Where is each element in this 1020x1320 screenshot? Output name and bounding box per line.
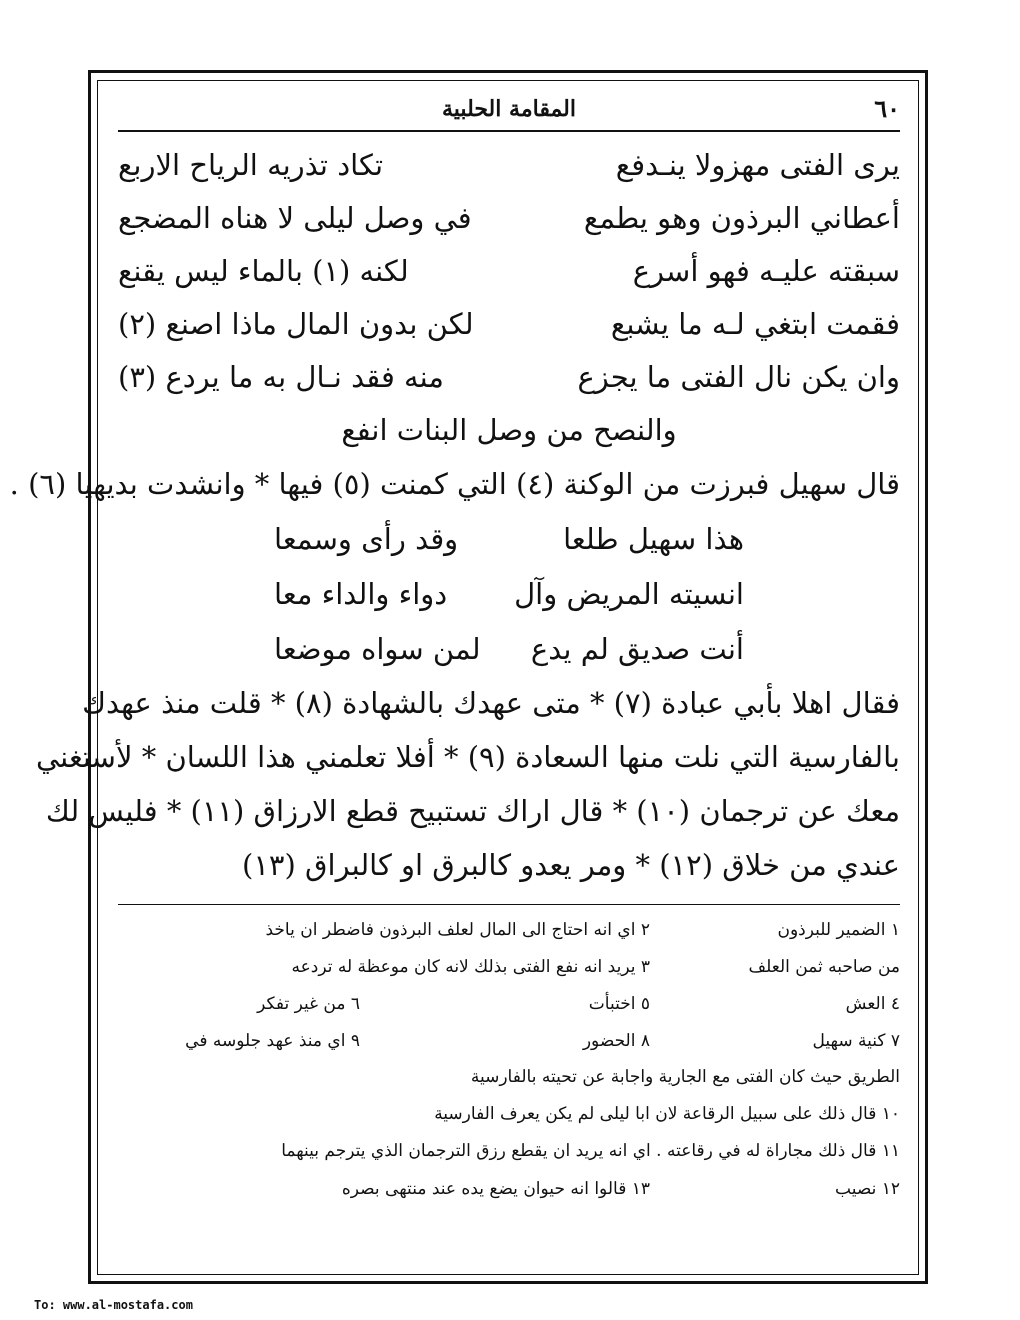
- hemistich-second: تكاد تذريه الرياح الاربع: [118, 147, 384, 182]
- footnote: ١ الضمير للبرذون: [777, 919, 900, 940]
- hemistich-second: لكن بدون المال ماذا اصنع (٢): [118, 306, 474, 341]
- page-number: ٦٠: [874, 94, 900, 123]
- footnote-row: [118, 911, 900, 948]
- prose-line: عندي من خلاق (١٢) * ومر يعدو كالبرق او كالبراق (١٣): [242, 848, 900, 882]
- footnote: من صاحبه ثمن العلف: [748, 956, 900, 977]
- footnote-divider: [118, 904, 900, 905]
- hemistich-first: فقمت ابتغي لـه ما يشبع: [610, 306, 900, 341]
- footnote: ١٣ قالوا انه حيوان يضع يده عند منتهى بصره: [341, 1178, 650, 1199]
- poem-verse: [118, 350, 900, 403]
- page-title: المقامة الحلبية: [442, 96, 576, 122]
- footnote: ٣ يريد انه نفع الفتى بذلك لانه كان موعظة له تردعه: [291, 956, 650, 977]
- poem-verse: [118, 191, 900, 244]
- footnote: ٥ اختبأت: [588, 993, 650, 1014]
- footnote: ١٠ قال ذلك على سبيل الرقاعة لان ابا ليلى لم يكن يعرف الفارسية: [434, 1104, 900, 1124]
- hemistich-second: وقد رأى وسمعا: [274, 521, 459, 556]
- hemistich-first: انسيته المريض وآل: [514, 576, 744, 611]
- footnote: ٧ كنية سهيل: [812, 1030, 900, 1051]
- poem-verse: [274, 566, 744, 621]
- hemistich-second: لمن سواه موضعا: [274, 631, 481, 666]
- footnotes: [118, 911, 900, 1207]
- hemistich-second: دواء والداء معا: [274, 576, 448, 611]
- poem-verse: [118, 297, 900, 350]
- footnote-row: [118, 1170, 900, 1207]
- footnote-row: [118, 985, 900, 1022]
- short-poem: [274, 511, 744, 676]
- page-header: [118, 90, 900, 132]
- footnote-row: [118, 1022, 900, 1059]
- hemistich-first: يرى الفتى مهزولا ينـدفع: [615, 147, 900, 182]
- poem: [118, 138, 900, 457]
- hemistich-second: لكنه (١) بالماء ليس يقنع: [118, 253, 409, 288]
- hemistich-first: سبقته عليـه فهو أسرع: [632, 253, 900, 288]
- footnote: ٦ من غير تفكر: [257, 993, 360, 1014]
- footnote: ١١ قال ذلك مجاراة له في رقاعته . اي انه يريد ان يقطع رزق الترجمان الذي يترجم بينهما: [281, 1141, 900, 1161]
- prose-line: فقال اهلا بأبي عبادة (٧) * متى عهدك بالشهادة (٨) * قلت منذ عهدك: [82, 686, 900, 720]
- footnote: الطريق حيث كان الفتى مع الجارية واجابة عن تحيته بالفارسية: [470, 1067, 900, 1087]
- footnote: ٤ العش: [845, 993, 900, 1014]
- hemistich-first: وان يكن نال الفتى ما يجزع: [577, 359, 900, 394]
- hemistich-second: منه فقد نـال به ما يردع (٣): [118, 359, 444, 394]
- footnote: ٨ الحضور: [582, 1030, 650, 1051]
- hemistich-first: أنت صديق لم يدع: [530, 631, 744, 666]
- footnote-row: [118, 948, 900, 985]
- prose-line: معك عن ترجمان (١٠) * قال اراك تستبيح قطع الارزاق (١١) * فليس لك: [45, 794, 900, 828]
- footnote: ١٢ نصيب: [835, 1178, 900, 1199]
- prose-line: بالفارسية التي نلت منها السعادة (٩) * أفلا تعلمني هذا اللسان * لأستغني: [36, 740, 900, 774]
- source-footer: To: www.al-mostafa.com: [34, 1298, 193, 1312]
- poem-verse: [118, 138, 900, 191]
- prose-line: قال سهيل فبرزت من الوكنة (٤) التي كمنت (٥) فيها * وانشدت بديهيا (٦) .: [9, 467, 900, 501]
- footnote: ٩ اي منذ عهد جلوسه في: [185, 1030, 360, 1051]
- poem-verse: [118, 244, 900, 297]
- hemistich-first: هذا سهيل طلعا: [563, 521, 744, 556]
- hemistich-first: أعطاني البرذون وهو يطمع: [583, 200, 900, 235]
- poem-verse: [274, 621, 744, 676]
- page-content: [9, 90, 900, 1265]
- poem-verse: [274, 511, 744, 566]
- footnote: ٢ اي انه احتاج الى المال لعلف البرذون فاضطر ان ياخذ: [265, 919, 650, 940]
- hemistich-second: في وصل ليلى لا هناه المضجع: [118, 200, 472, 235]
- poem-closing-line: والنصح من وصل البنات انفع: [341, 413, 677, 447]
